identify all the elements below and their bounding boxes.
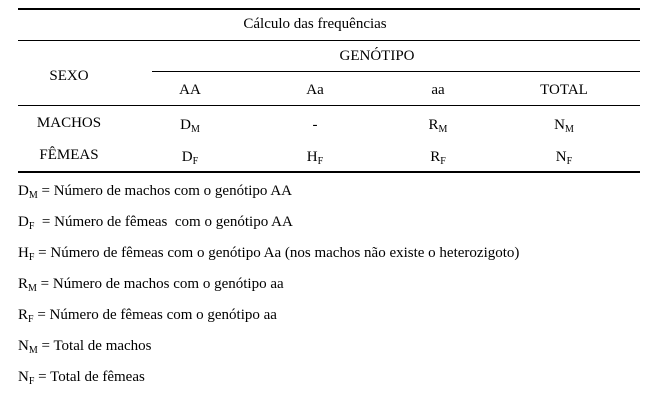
legend-text: = Total de machos — [37, 338, 152, 354]
cell-symbol: R — [430, 149, 441, 165]
legend-symbol: D — [18, 214, 29, 230]
cell-symbol: R — [428, 117, 439, 133]
caption-rule — [18, 40, 640, 41]
cell-subscript: M — [438, 124, 448, 135]
cell-machos-total — [554, 118, 574, 133]
legend-item-hf — [18, 246, 519, 261]
legend-subscript: F — [28, 252, 35, 263]
row-label-femeas: FÊMEAS — [39, 147, 99, 163]
cell-machos-Aa — [313, 118, 318, 133]
cell-subscript: F — [192, 156, 199, 167]
legend-symbol: D — [18, 183, 29, 199]
legend-text: = Número de fêmeas com o genótipo Aa (nos machos não existe o heterozigoto) — [34, 245, 520, 261]
cell-symbol: N — [554, 117, 565, 133]
column-header-Aa: Aa — [306, 82, 324, 98]
legend-subscript: M — [28, 190, 38, 201]
legend-symbol: H — [18, 245, 29, 261]
legend-text: = Número de fêmeas com o genótipo aa — [33, 307, 277, 323]
cell-symbol: N — [555, 149, 567, 165]
cell-subscript: M — [564, 124, 574, 135]
legend-text: = Número de machos com o genótipo AA — [37, 183, 292, 199]
cell-femeas-Aa — [307, 150, 323, 165]
cell-symbol: D — [181, 149, 193, 165]
cell-femeas-aa — [430, 150, 446, 165]
cell-subscript: F — [317, 156, 324, 167]
cell-machos-AA — [180, 118, 200, 133]
header-bottom-rule — [18, 105, 640, 106]
legend-item-nm — [18, 339, 152, 354]
cell-symbol: - — [312, 117, 318, 133]
genotipo-rule — [152, 71, 640, 72]
cell-symbol: D — [180, 117, 191, 133]
legend-symbol: N — [18, 369, 29, 385]
legend-text: = Número de machos com o genótipo aa — [36, 276, 284, 292]
legend-item-df — [18, 215, 293, 230]
cell-femeas-AA — [182, 150, 198, 165]
column-header-total: TOTAL — [540, 82, 588, 98]
legend-item-rm — [18, 277, 284, 292]
legend-subscript: M — [28, 283, 37, 294]
legend-subscript: F — [28, 221, 35, 232]
legend-text: = Número de fêmeas com o genótipo AA — [34, 214, 293, 230]
column-header-AA: AA — [179, 82, 201, 98]
legend-item-nf — [18, 370, 145, 385]
legend-symbol: R — [18, 276, 29, 292]
cell-subscript: F — [566, 156, 573, 167]
legend-item-rf — [18, 308, 277, 323]
genotipo-header: GENÓTIPO — [339, 48, 415, 64]
sexo-header: SEXO — [49, 68, 89, 84]
cell-subscript: F — [440, 156, 446, 167]
legend-item-dm — [18, 184, 292, 199]
legend-symbol: R — [18, 307, 29, 323]
legend-subscript: M — [28, 345, 38, 356]
cell-subscript: M — [190, 124, 200, 135]
legend-subscript: F — [28, 376, 35, 387]
cell-femeas-total — [556, 150, 572, 165]
cell-machos-aa — [429, 118, 448, 133]
table-bottom-rule — [18, 171, 640, 173]
legend-symbol: N — [18, 338, 29, 354]
column-header-aa: aa — [431, 82, 445, 98]
legend-text: = Total de fêmeas — [34, 369, 145, 385]
table-caption: Cálculo das frequências — [243, 16, 387, 32]
table-top-rule — [18, 8, 640, 10]
row-label-machos: MACHOS — [36, 115, 102, 131]
legend-subscript: F — [28, 314, 34, 325]
cell-symbol: H — [306, 149, 318, 165]
